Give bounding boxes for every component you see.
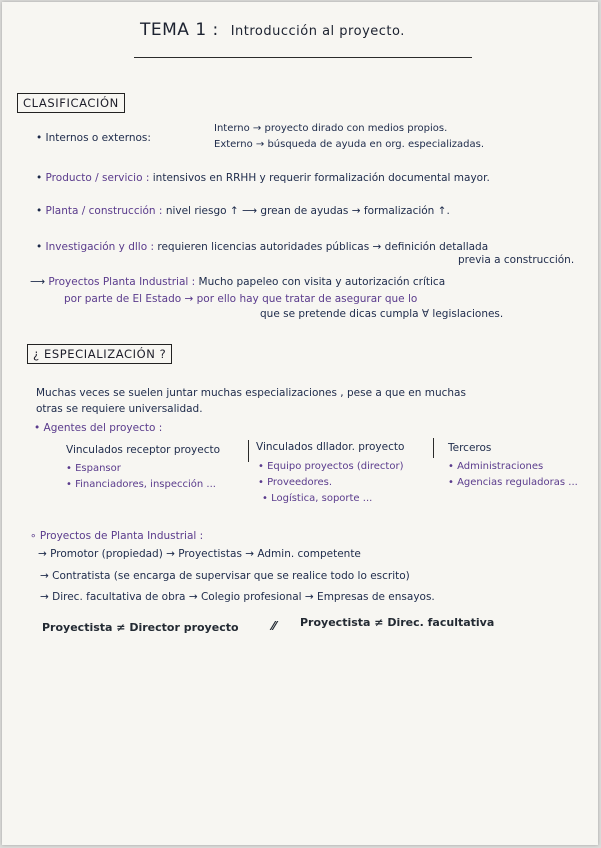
title-main: TEMA 1 : — [140, 20, 219, 40]
bullet-planta: • Planta / construcción : nivel riesgo ↑ ⟶ grean de ayudas → formalización ↑. — [36, 205, 450, 217]
title-underline — [134, 57, 472, 58]
internos-line-1: Interno → proyecto dirado con medios propios. — [214, 123, 448, 134]
investigacion-cont: previa a construcción. — [458, 254, 575, 266]
planta-label: ∘ Proyectos de Planta Industrial : — [30, 530, 204, 542]
section-heading-especializacion: ¿ ESPECIALIZACIÓN ? — [27, 344, 172, 364]
notebook-page — [2, 2, 598, 845]
receptor-item: • Espansor — [66, 463, 121, 474]
column-header-dllador: Vinculados dllador. proyecto — [256, 441, 405, 453]
title-sub: Introducción al proyecto. — [230, 24, 405, 39]
agentes-label: • Agentes del proyecto : — [34, 422, 163, 434]
final-left: Proyectista ≠ Director proyecto — [42, 621, 239, 634]
column-header-terceros: Terceros — [448, 442, 492, 454]
column-divider — [433, 438, 434, 458]
especializacion-para-2: otras se requiere universalidad. — [36, 403, 203, 415]
column-divider — [248, 440, 249, 462]
bullet-internos-label: • Internos o externos: — [36, 132, 151, 144]
section-heading-clasificacion: CLASIFICACIÓN — [17, 93, 125, 113]
dllador-item: • Equipo proyectos (director) — [258, 461, 404, 472]
final-right: Proyectista ≠ Direc. facultativa — [300, 616, 495, 629]
dllador-item: • Proveedores. — [258, 477, 333, 488]
especializacion-para-1: Muchas veces se suelen juntar muchas especializaciones , pese a que en muchas — [36, 387, 466, 399]
receptor-item: • Financiadores, inspección ... — [66, 479, 216, 490]
planta-line-2: → Contratista (se encarga de supervisar que se realice todo lo escrito) — [40, 570, 410, 582]
planta-line-3: → Direc. facultativa de obra → Colegio profesional → Empresas de ensayos. — [40, 591, 435, 603]
final-separator: ⁄⁄ — [272, 619, 277, 633]
dllador-item: • Logística, soporte ... — [262, 493, 373, 504]
page-title — [140, 20, 405, 40]
arrow-item-line-1: ⟶ Proyectos Planta Industrial : Mucho papeleo con visita y autorización crítica — [30, 276, 446, 288]
terceros-item: • Administraciones — [448, 461, 544, 472]
column-header-receptor: Vinculados receptor proyecto — [66, 444, 221, 456]
bullet-producto: • Producto / servicio : intensivos en RRHH y requerir formalización documental mayor. — [36, 172, 490, 184]
internos-line-2: Externo → búsqueda de ayuda en org. especializadas. — [214, 139, 485, 150]
planta-line-1: → Promotor (propiedad) → Proyectistas → Admin. competente — [38, 548, 361, 560]
arrow-item-line-3: que se pretende dicas cumpla ∀ legislaciones. — [260, 308, 504, 320]
bullet-investigacion: • Investigación y dllo : requieren licencias autoridades públicas → definición detallada — [36, 241, 489, 253]
terceros-item: • Agencias reguladoras ... — [448, 477, 578, 488]
arrow-item-line-2: por parte de El Estado → por ello hay que tratar de asegurar que lo — [64, 293, 418, 305]
